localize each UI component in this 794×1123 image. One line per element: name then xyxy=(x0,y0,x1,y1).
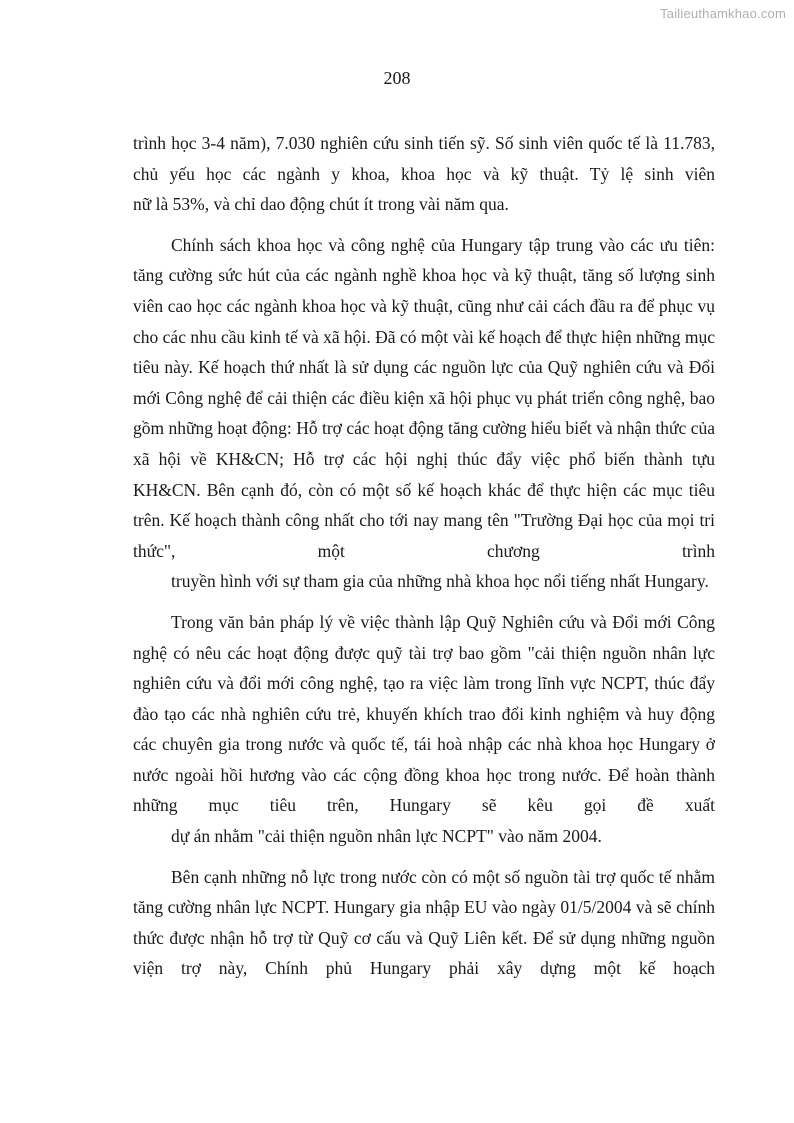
page-number: 208 xyxy=(383,68,411,88)
paragraph-4-text: Bên cạnh những nỗ lực trong nước còn có một số nguồn tài trợ quốc tế nhằm tăng cường nhân lực NCPT. Hungary gia nhập EU vào ngày 01/5/2004 và sẽ chính thức được nhận hỗ trợ từ Quỹ cơ cấu và Quỹ Liên kết. Để sử dụng những nguồn viện trợ này, Chính phủ Hungary phải xây dựng một kế hoạch xyxy=(133,866,715,979)
paragraph-1-text: trình học 3-4 năm), 7.030 nghiên cứu sinh tiến sỹ. Số sinh viên quốc tế là 11.783, chủ yếu học các ngành y khoa, khoa học và kỹ thuật. Tỷ lệ sinh viên xyxy=(133,133,715,184)
paragraph-3 xyxy=(133,607,715,852)
paragraph-2-text: Chính sách khoa học và công nghệ của Hungary tập trung vào các ưu tiên: tăng cường sức hút của các ngành nghề khoa học và kỹ thuật, tăng số lượng sinh viên cao học các ngành khoa học và kỹ thuật, cũng như cải cách đầu ra để phục vụ cho các nhu cầu kinh tế và xã hội. Đã có một vài kế hoạch để thực hiện những mục tiêu này. Kế hoạch thứ nhất là sử dụng các nguồn lực của Quỹ nghiên cứu và Đổi mới Công nghệ để cải thiện các điều kiện xã hội phục vụ phát triển công nghệ, bao gồm những hoạt động: Hỗ trợ các hoạt động tăng cường hiểu biết và nhận thức của xã hội về KH&CN; Hỗ trợ các hội nghị thúc đẩy việc phổ biến thành tựu KH&CN. Bên cạnh đó, còn có một số kế hoạch khác để thực hiện các mục tiêu trên. Kế hoạch thành công nhất cho tới nay mang tên "Trường Đại học của mọi tri thức", một chương trình xyxy=(133,234,715,561)
watermark-text: Tailieuthamkhao.com xyxy=(660,6,786,21)
paragraph-3-text: Trong văn bản pháp lý về việc thành lập Quỹ Nghiên cứu và Đổi mới Công nghệ có nêu các hoạt động được quỹ tài trợ bao gồm "cải thiện nguồn nhân lực nghiên cứu và đổi mới công nghệ, tạo ra việc làm trong lĩnh vực NCPT, thúc đẩy đào tạo các nhà nghiên cứu trẻ, khuyến khích trao đổi kinh nghiệm và huy động các chuyên gia trong nước và quốc tế, tái hoà nhập các nhà khoa học Hungary ở nước ngoài hồi hương vào các cộng đồng khoa học trong nước. Để hoàn thành những mục tiêu trên, Hungary sẽ kêu gọi đề xuất xyxy=(133,611,715,816)
paragraph-1 xyxy=(133,128,715,220)
paragraph-3-last-line: dự án nhằm "cải thiện nguồn nhân lực NCPT" vào năm 2004. xyxy=(171,826,602,847)
document-body xyxy=(133,128,715,994)
paragraph-4 xyxy=(133,862,715,984)
paragraph-1-last-line: nữ là 53%, và chỉ dao động chút ít trong vài năm qua. xyxy=(133,194,509,215)
paragraph-2-last-line: truyền hình với sự tham gia của những nhà khoa học nổi tiếng nhất Hungary. xyxy=(171,571,709,592)
paragraph-2 xyxy=(133,230,715,597)
